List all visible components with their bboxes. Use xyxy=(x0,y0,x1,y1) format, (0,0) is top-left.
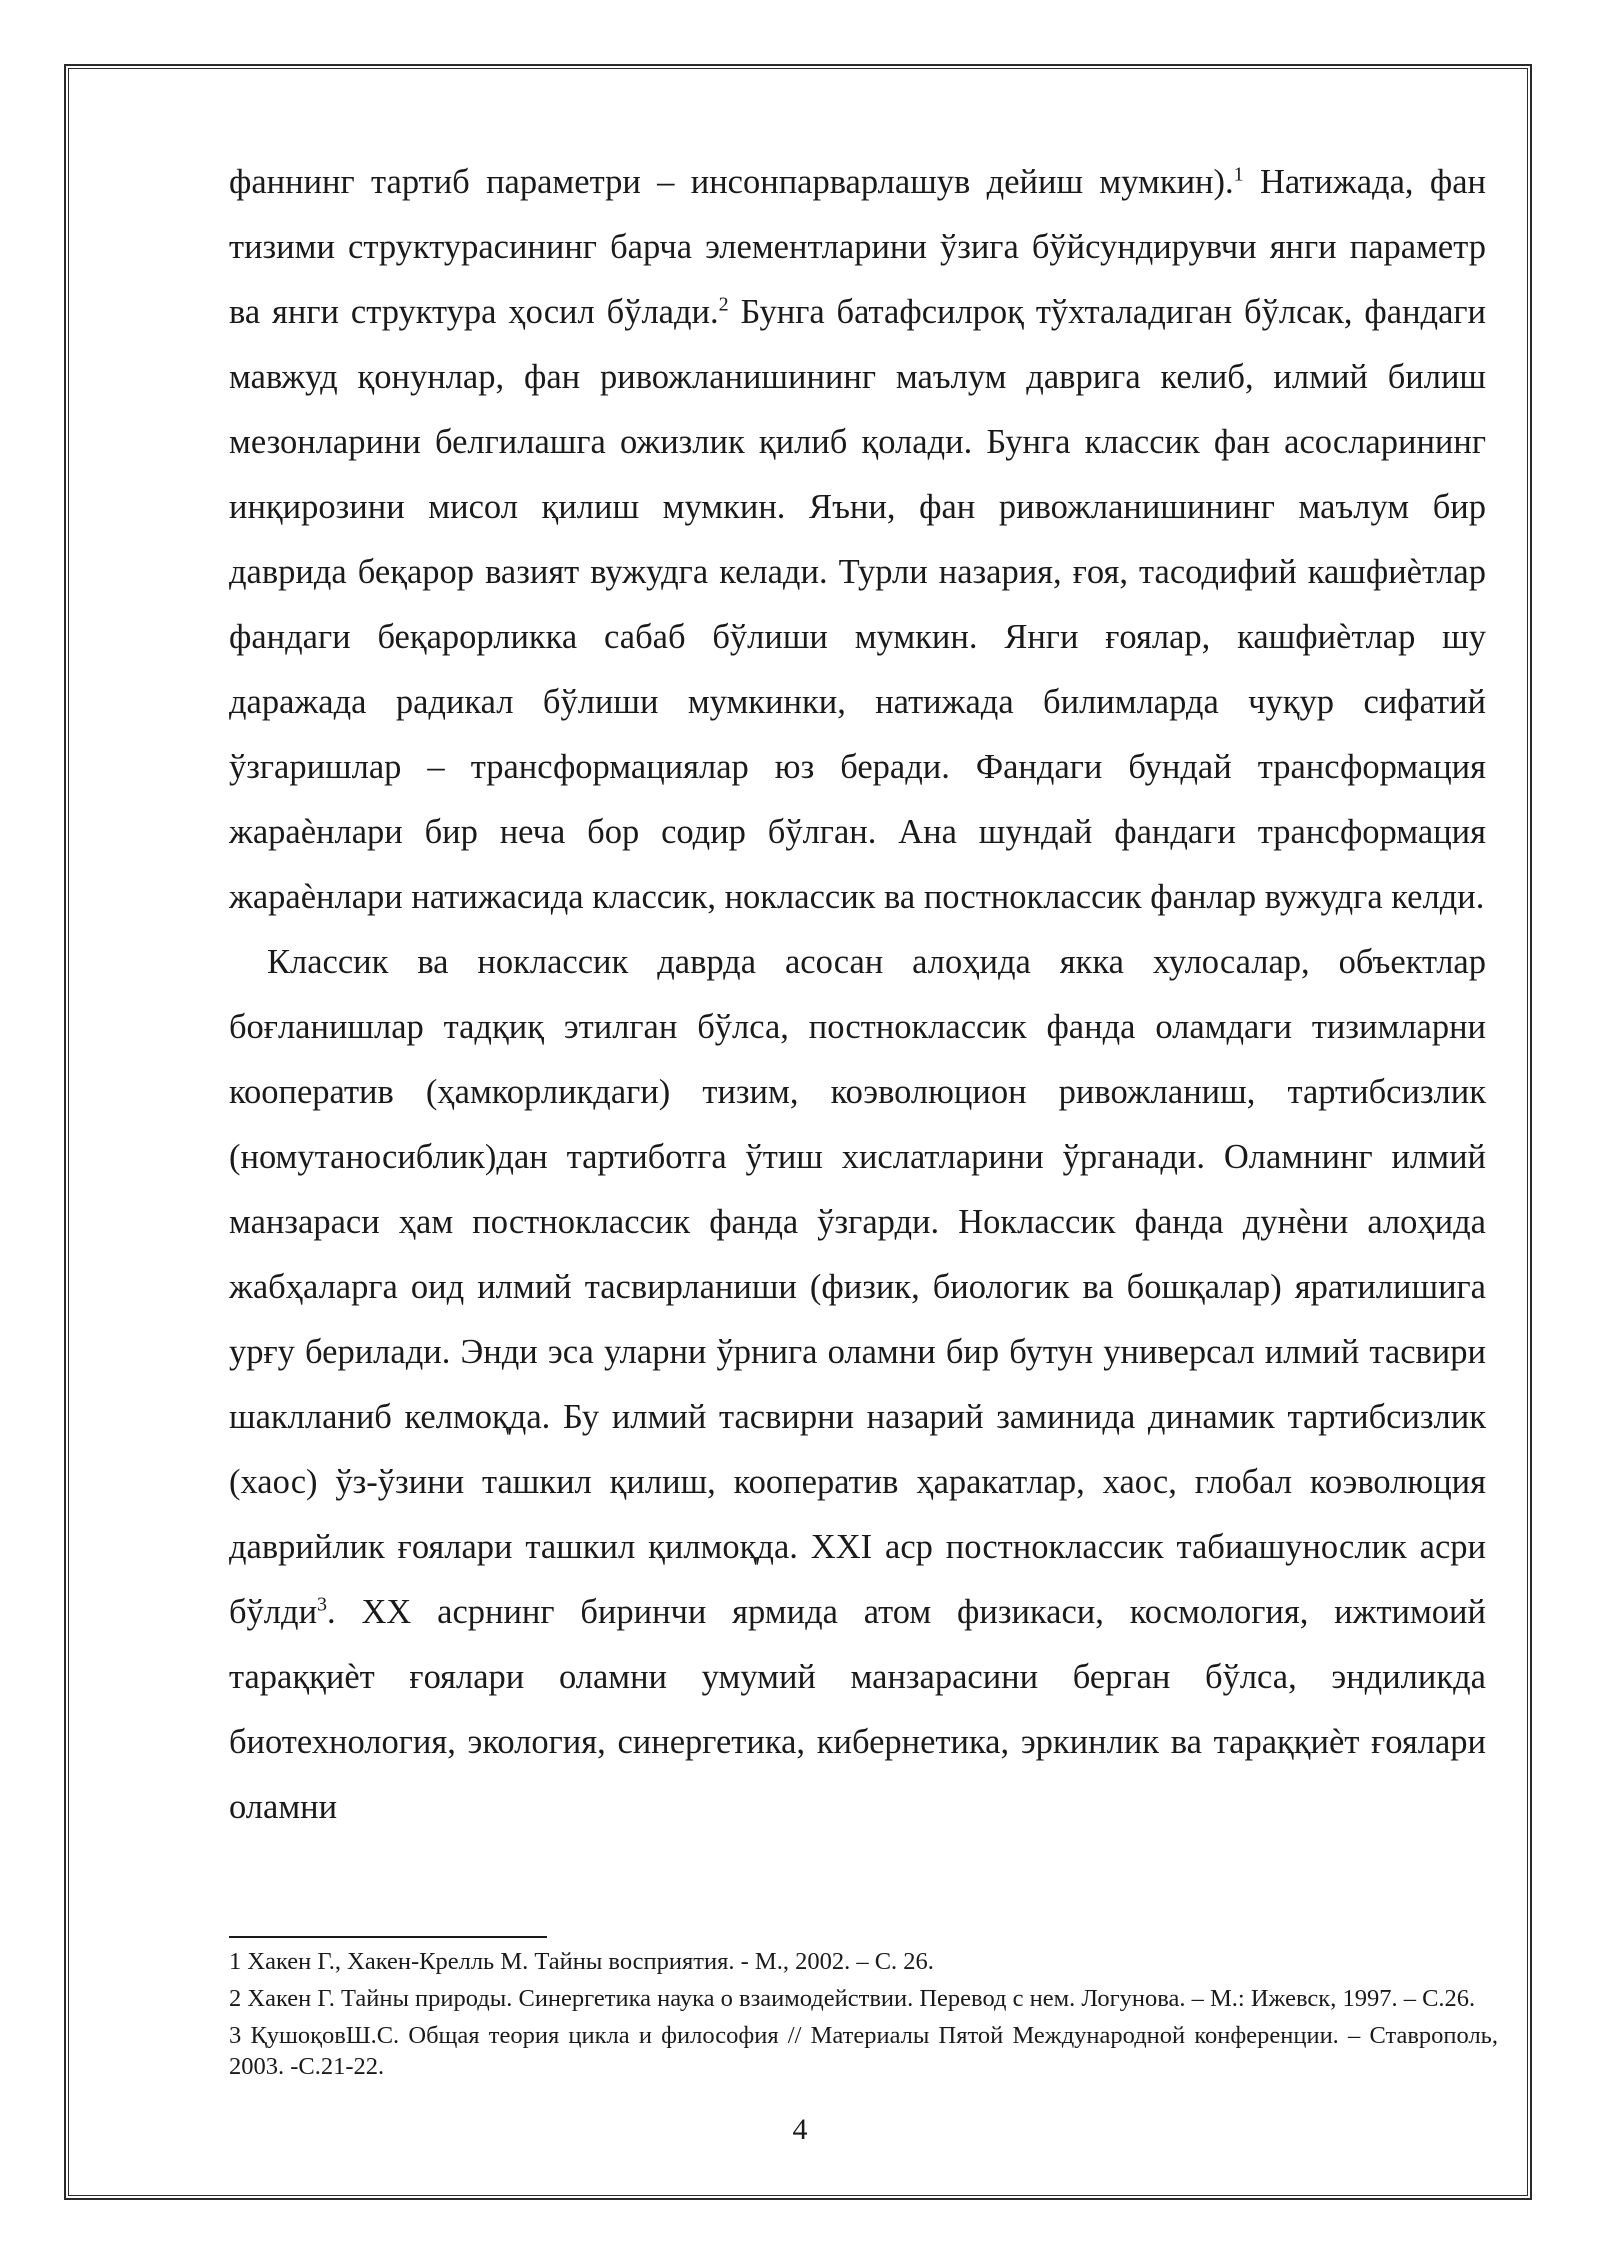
footnote-separator xyxy=(229,1936,547,1938)
body-text xyxy=(229,150,1486,1840)
text-run: Натижада, фан тизими структурасининг барча элементларини ўзига бўйсундирувчи янги параметр ва янги структура ҳосил бўлади. xyxy=(229,163,1487,331)
text-run: фаннинг тартиб параметри – инсонпарварлашув дейиш мумкин). xyxy=(229,163,1234,201)
footnote-ref: 2 xyxy=(718,293,729,316)
paragraph-2 xyxy=(229,930,1486,1840)
footnotes xyxy=(229,1946,1498,2088)
footnote-ref: 1 xyxy=(1233,163,1244,186)
page-number: 4 xyxy=(792,2113,808,2146)
paragraph-1 xyxy=(229,150,1486,930)
text-run: Классик ва ноклассик даврда асосан алоҳида якка хулосалар, объектлар боғланишлар тадқиқ этилган бўлса, постноклассик фанда оламдаги тизимларни кооператив (ҳамкорликдаги) тизим, коэволюцион ривожланиш, тартибсизлик (номутаносиблик)дан тартиботга ўтиш хислатларини ўрганади. Оламнинг илмий манзараси ҳам постноклассик фанда ўзгарди. Ноклассик фанда дунѐни алоҳида жабҳаларга оид илмий тасвирланиши (физик, биологик ва бошқалар) яратилишига урғу берилади. Энди эса уларни ўрнига оламни бир бутун универсал илмий тасвири шаклланиб келмоқда. Бу илмий тасвирни назарий заминида динамик тартибсизлик (хаос) ўз-ўзини ташкил қилиш, кооператив ҳаракатлар, хаос, глобал коэволюция даврийлик ғоялари ташкил қилмоқда. XXI аср постноклассик табиашунослик асри бўлди xyxy=(229,943,1486,1631)
footnote-3: 3 ҚушоқовШ.С. Общая теория цикла и философия // Материалы Пятой Международной конференции. – Ставрополь, 2003. -С.21-22. xyxy=(229,2022,1498,2080)
text-run: . XX асрнинг биринчи ярмида атом физикаси, космология, ижтимоий тараққиѐт ғоялари оламни умумий манзарасини берган бўлса, эндиликда биотехнология, экология, синергетика, кибернетика, эркинлик ва тараққиѐт ғоялари оламни xyxy=(229,1593,1486,1826)
text-run: Бунга батафсилроқ тўхталадиган бўлсак, фандаги мавжуд қонунлар, фан ривожланишининг маълум даврига келиб, илмий билиш мезонларини белгилашга ожизлик қилиб қолади. Бунга классик фан асосларининг инқирозини мисол қилиш мумкин. Яъни, фан ривожланишининг маълум бир даврида беқарор вазият вужудга келади. Турли назария, ғоя, тасодифий кашфиѐтлар фандаги беқарорликка сабаб бўлиши мумкин. Янги ғоялар, кашфиѐтлар шу даражада радикал бўлиши мумкинки, натижада билимларда чуқур сифатий ўзгаришлар – трансформациялар юз беради. Фандаги бундай трансформация жараѐнлари бир неча бор содир бўлган. Ана шундай фандаги трансформация жараѐнлари натижасида классик, ноклассик ва постноклассик фанлар вужудга келди. xyxy=(229,293,1487,916)
footnote-ref: 3 xyxy=(317,1593,328,1616)
footnote-2: 2 Хакен Г. Тайны природы. Синергетика наука о взаимодействии. Перевод с нем. Логунова. – М.: Ижевск, 1997. – С.26. xyxy=(229,1985,1476,2012)
footnote-1: 1 Хакен Г., Хакен-Крелль М. Тайны восприятия. - М., 2002. – С. 26. xyxy=(229,1948,934,1975)
